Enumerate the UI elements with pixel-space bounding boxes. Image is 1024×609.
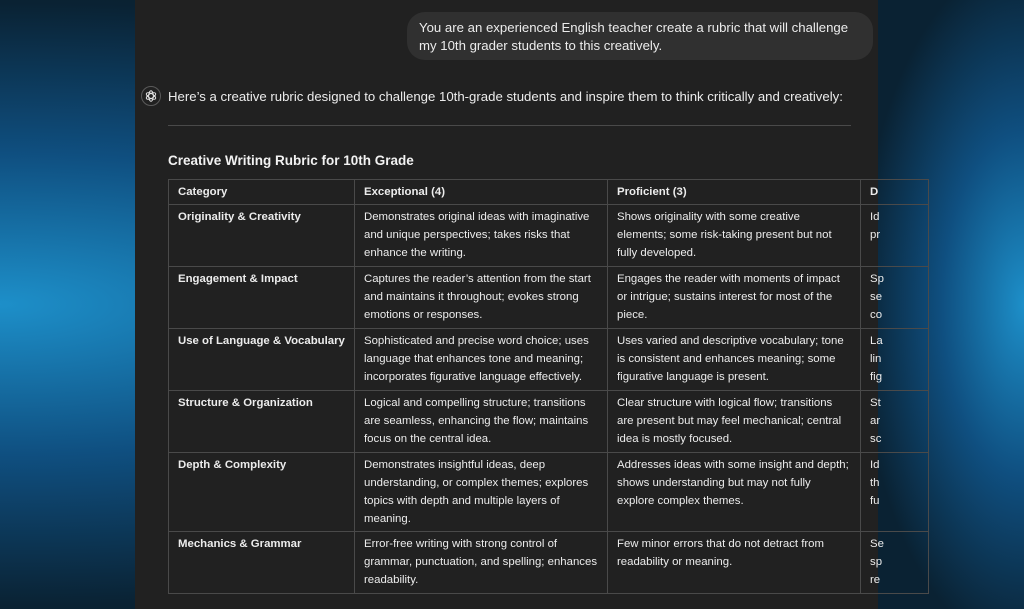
table-row — [169, 329, 929, 391]
exceptional-cell: Sophisticated and precise word choice; uses language that enhances tone and meaning; incorporates figurative language effectively. — [355, 329, 608, 391]
category-cell: Mechanics & Grammar — [169, 532, 355, 594]
header-developing: D — [861, 180, 929, 205]
developing-cell: Id pr — [861, 205, 929, 267]
proficient-cell: Engages the reader with moments of impact or intrigue; sustains interest for most of the piece. — [608, 267, 861, 329]
table-header-row — [169, 180, 929, 205]
exceptional-cell: Logical and compelling structure; transitions are seamless, enhancing the flow; maintains focus on the central idea. — [355, 391, 608, 453]
table-row — [169, 267, 929, 329]
user-message-text: You are an experienced English teacher create a rubric that will challenge my 10th grader students to this creatively. — [419, 20, 849, 53]
rubric-title: Creative Writing Rubric for 10th Grade — [168, 153, 414, 168]
category-cell: Structure & Organization — [169, 391, 355, 453]
developing-cell: St ar sc — [861, 391, 929, 453]
rubric-table — [168, 179, 929, 594]
assistant-intro-text: Here’s a creative rubric designed to challenge 10th-grade students and inspire them to think critically and creatively: — [168, 89, 843, 104]
category-cell: Engagement & Impact — [169, 267, 355, 329]
proficient-cell: Clear structure with logical flow; transitions are present but may feel mechanical; central idea is mostly focused. — [608, 391, 861, 453]
table-row — [169, 453, 929, 532]
exceptional-cell: Error-free writing with strong control of grammar, punctuation, and spelling; enhances readability. — [355, 532, 608, 594]
header-category: Category — [169, 180, 355, 205]
developing-cell: Id th fu — [861, 453, 929, 532]
exceptional-cell: Demonstrates original ideas with imaginative and unique perspectives; takes risks that enhance the writing. — [355, 205, 608, 267]
category-cell: Originality & Creativity — [169, 205, 355, 267]
developing-cell: Sp se co — [861, 267, 929, 329]
divider — [168, 125, 851, 126]
exceptional-cell: Demonstrates insightful ideas, deep understanding, or complex themes; explores topics with depth and multiple layers of meaning. — [355, 453, 608, 532]
developing-cell: Se sp re — [861, 532, 929, 594]
table-row — [169, 205, 929, 267]
category-cell: Depth & Complexity — [169, 453, 355, 532]
header-proficient: Proficient (3) — [608, 180, 861, 205]
developing-cell: La lin fig — [861, 329, 929, 391]
proficient-cell: Few minor errors that do not detract from readability or meaning. — [608, 532, 861, 594]
assistant-message — [141, 86, 861, 106]
openai-logo-icon — [141, 86, 161, 106]
proficient-cell: Shows originality with some creative elements; some risk-taking present but not fully developed. — [608, 205, 861, 267]
header-exceptional: Exceptional (4) — [355, 180, 608, 205]
proficient-cell: Addresses ideas with some insight and depth; shows understanding but may not fully explore complex themes. — [608, 453, 861, 532]
table-row — [169, 391, 929, 453]
table-row — [169, 532, 929, 594]
chat-window — [135, 0, 884, 609]
category-cell: Use of Language & Vocabulary — [169, 329, 355, 391]
user-message-bubble — [407, 12, 873, 60]
proficient-cell: Uses varied and descriptive vocabulary; tone is consistent and enhances meaning; some figurative language is present. — [608, 329, 861, 391]
exceptional-cell: Captures the reader’s attention from the start and maintains it throughout; evokes strong emotions or responses. — [355, 267, 608, 329]
